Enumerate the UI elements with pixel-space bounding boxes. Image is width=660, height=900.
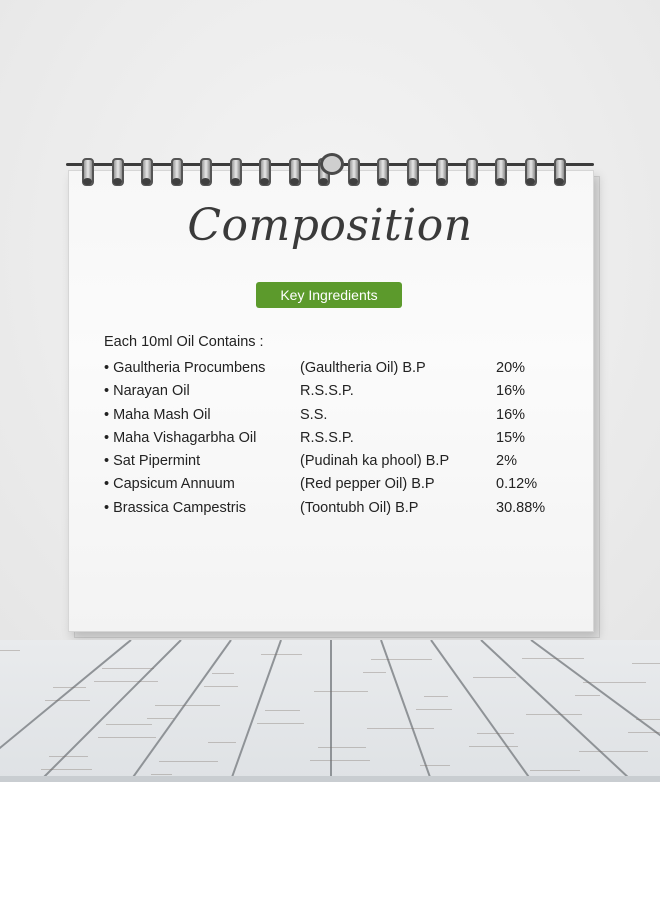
ring-hole [83,178,92,185]
wood-grain [265,710,300,711]
wood-grain [424,696,448,697]
page-title: Composition [187,200,473,251]
plank-seam [330,640,332,780]
list-item [104,360,574,383]
ring-hole [172,178,181,185]
list-item [104,476,574,499]
wood-grain [159,761,218,762]
table-edge [0,776,660,782]
wood-grain [53,687,86,688]
wood-grain [261,654,302,655]
wood-grain [49,756,88,757]
ingredient-name: • Gaultheria Procumbens [104,360,266,376]
ring-hole [555,178,564,185]
ring-hole [526,178,535,185]
ring-hole [113,178,122,185]
ring-hole [496,178,505,185]
wood-grain [628,732,660,733]
ingredient-name: • Capsicum Annuum [104,476,235,493]
wood-grain [636,719,660,720]
ingredient-source: (Pudinah ka phool) B.P [300,453,450,470]
wood-grain [526,714,582,715]
ring-hole [349,178,358,185]
wood-grain [522,658,584,659]
wood-grain [367,728,434,729]
ring-hole [290,178,299,185]
plank-seam [530,640,660,780]
plank-seam [130,640,232,780]
wood-grain [41,769,92,770]
wood-grain [208,742,236,743]
ring-hole [378,178,387,185]
wood-grain [318,747,366,748]
wood-grain [204,686,238,687]
ring-hole [231,178,240,185]
wood-grain [371,659,432,660]
plank-seam [40,640,181,780]
ingredient-percent: 15% [496,429,526,446]
wood-grain [212,673,234,674]
ingredient-source: S.S. [300,406,328,423]
list-item [104,383,574,406]
wood-grain [94,681,158,682]
ingredient-percent: 2% [496,453,517,470]
ring-hole [408,178,417,185]
ingredients-list [104,360,574,523]
ring-hole [142,178,151,185]
ingredient-percent: 16% [496,406,526,423]
wood-grain [106,724,152,725]
ingredient-percent: 16% [496,383,526,400]
wood-grain [575,695,600,696]
wood-grain [102,668,154,669]
list-item [104,453,574,476]
ring-hole [467,178,476,185]
ring-hole [319,178,328,185]
ingredient-percent: 0.12% [496,476,538,493]
ingredient-name: • Narayan Oil [104,383,190,400]
ring-hole [437,178,446,185]
wood-grain [530,770,580,771]
ingredient-name: • Maha Mash Oil [104,406,211,423]
wood-grain [469,746,518,747]
plank-seam [430,640,532,780]
plank-seam [380,640,432,780]
ingredient-name: • Sat Pipermint [104,453,201,470]
wood-grain [0,650,20,651]
wood-grain [363,672,386,673]
wood-grain [477,733,514,734]
ingredient-source: (Toontubh Oil) B.P [300,499,419,516]
wood-grain [155,705,220,706]
wood-grain [98,737,156,738]
list-item [104,500,574,523]
wood-grain [151,774,172,775]
ingredient-percent: 20% [496,360,526,376]
ingredient-name: • Brassica Campestris [104,499,247,516]
key-ingredients-badge: Key Ingredients [256,282,402,308]
wood-grain [416,709,452,710]
ingredient-source: R.S.S.P. [300,429,354,446]
wood-grain [583,682,646,683]
wood-grain [45,700,90,701]
ingredient-percent: 30.88% [496,499,546,516]
ingredient-name: • Maha Vishagarbha Oil [104,429,257,446]
wood-grain [473,677,516,678]
ring-hole [201,178,210,185]
ingredient-source: (Red pepper Oil) B.P [300,476,435,493]
wood-grain [147,718,174,719]
wood-grain [257,723,304,724]
plank-seam [480,640,631,780]
wood-grain [579,751,648,752]
list-item [104,430,574,453]
wood-grain [420,765,450,766]
ring-hole [260,178,269,185]
wood-grain [310,760,370,761]
ingredient-source: R.S.S.P. [300,383,354,400]
wooden-table [0,640,660,780]
ingredient-source: (Gaultheria Oil) B.P [300,360,426,376]
list-item [104,407,574,430]
intro-text: Each 10ml Oil Contains : [104,334,264,350]
wood-grain [314,691,368,692]
wood-grain [632,663,660,664]
hanger-hook-icon [320,153,344,175]
